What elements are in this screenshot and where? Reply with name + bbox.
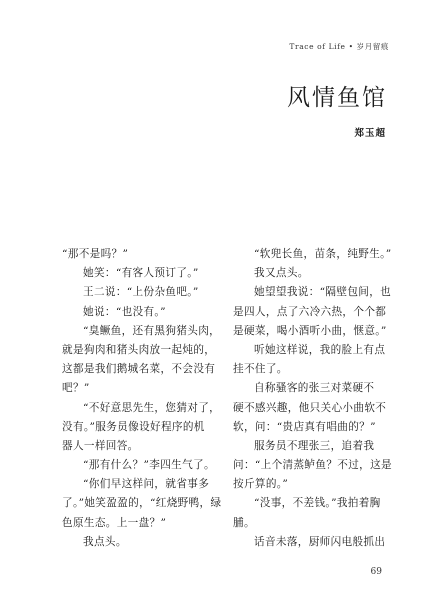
text-line: 软，问：“贵店真有唱曲的？” (233, 420, 376, 433)
text-line: 脯。 (233, 516, 255, 529)
text-line: 她说：“也没有。” (83, 305, 166, 318)
text-line: 是四人，点了六冷六热，个个都 (233, 305, 387, 318)
text-line: 这都是我们鹅城名菜，不会没有 (62, 363, 216, 376)
text-line: 了。”她笑盈盈的，“红烧野鸭，绿 (62, 497, 222, 510)
text-line: 按斤算的。” (233, 478, 289, 491)
text-line: 我又点头。 (254, 267, 309, 280)
text-line: 话音未落，厨师闪电般抓出 (254, 535, 386, 548)
text-line: “那有什么？”李四生气了。 (83, 459, 215, 472)
article-author: 郑玉超 (354, 128, 386, 139)
text-column-right (233, 245, 392, 552)
header-separator: • (348, 42, 354, 51)
text-line: “臭鳜鱼，还有黑狗猪头肉， (83, 324, 221, 337)
text-line: 她笑：“有客人预订了。” (83, 267, 199, 280)
text-line: 是硬菜，喝小酒听小曲，惬意。” (233, 324, 387, 337)
text-line: 色原生态。上一盘？” (62, 516, 167, 529)
text-line: 问：“上个清蒸鲈鱼？不过，这是 (233, 459, 392, 472)
text-line: “不好意思先生，您猜对了， (83, 401, 221, 414)
text-line: 器人一样回答。 (62, 439, 139, 452)
text-column-left (62, 245, 222, 552)
series-title-zh: 岁月留痕 (356, 42, 389, 51)
text-line: 听她这样说，我的脸上有点 (254, 343, 386, 356)
text-line: 挂不住了。 (233, 363, 288, 376)
text-line: 自称骚客的张三对菜硬不 (254, 382, 375, 395)
text-line: 吧？” (62, 382, 90, 395)
text-line: 她望望我说：“隔壁包间，也 (254, 286, 392, 299)
text-line: “软兜长鱼，苗条，纯野生。” (254, 248, 392, 260)
text-line: “那不是吗？” (62, 248, 129, 260)
text-line: 服务员不理张三，追着我 (254, 439, 375, 452)
text-line: 就是狗肉和猪头肉放一起炖的， (62, 343, 216, 356)
text-line: 没有。”服务员像设好程序的机 (62, 420, 205, 433)
text-line: “没事，不差钱。”我拍着胸 (254, 497, 381, 510)
page-number: 69 (370, 567, 382, 577)
running-header (289, 41, 389, 52)
text-line: “你们早这样问，就省事多 (83, 478, 210, 491)
series-title-en: Trace of Life (289, 42, 346, 51)
text-line: 王二说：“上份杂鱼吧。” (83, 286, 199, 299)
text-line: 我点头。 (83, 535, 127, 548)
article-title: 风情鱼馆 (287, 85, 387, 111)
text-line: 硬不感兴趣，他只关心小曲软不 (233, 401, 387, 414)
